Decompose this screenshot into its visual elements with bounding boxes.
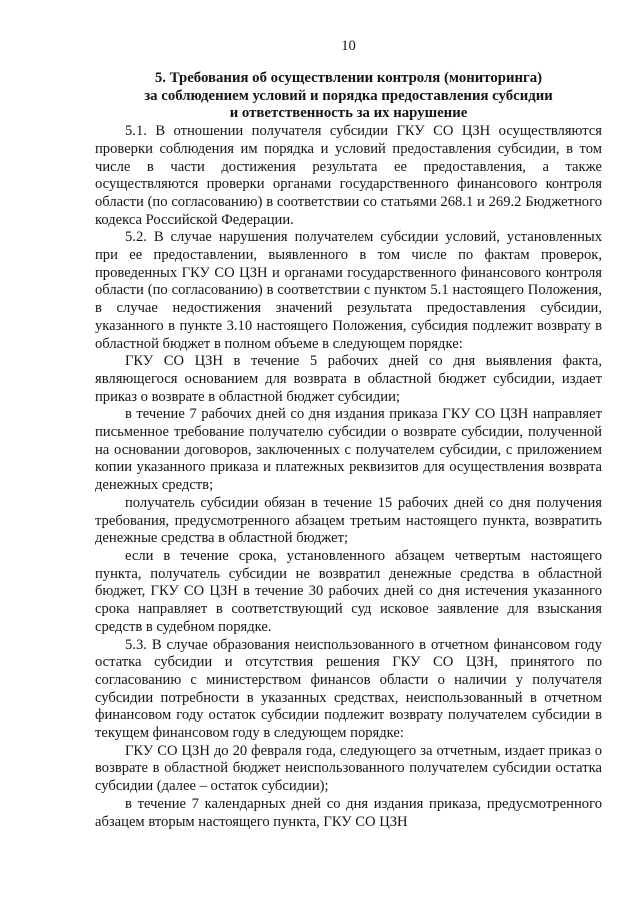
- paragraph-5-3-step-2: в течение 7 календарных дней со дня издания приказа, предусмотренного абзацем вторым настоящего пункта, ГКУ СО ЦЗН: [95, 795, 602, 830]
- section-heading-line-3: и ответственность за их нарушение: [229, 105, 468, 122]
- paragraph-5-2-step-1: ГКУ СО ЦЗН в течение 5 рабочих дней со дня выявления факта, являющегося основанием для возврата в областной бюджет субсидии, издает приказ о возврате в областной бюджет субсидии;: [95, 353, 602, 405]
- page-number: 10: [341, 38, 356, 54]
- paragraph-5-1: 5.1. В отношении получателя субсидии ГКУ СО ЦЗН осуществляются проверки соблюдения им порядка и условий предоставления субсидии, в том числе в части достижения результата ее предоставления, а также осуществляются проверки органами государственного финансового контроля области (по согласованию) в соответствии со статьями 268.1 и 269.2 Бюджетного кодекса Российской Федерации.: [95, 123, 602, 228]
- section-body: [95, 123, 602, 831]
- section-heading: [95, 70, 602, 123]
- section-heading-line-2: за соблюдением условий и порядка предоставления субсидии: [144, 87, 553, 104]
- paragraph-5-2-step-4: если в течение срока, установленного абзацем четвертым настоящего пункта, получатель субсидии не возвратил денежные средства в областной бюджет, ГКУ СО ЦЗН в течение 30 рабочих дней со дня истечения указанного срока направляет в соответствующий суд исковое заявление для взыскания средств в судебном порядке.: [95, 547, 602, 635]
- paragraph-5-2-step-3: получатель субсидии обязан в течение 15 рабочих дней со дня получения требования, предусмотренного абзацем третьим настоящего пункта, возвратить денежные средства в областной бюджет;: [95, 494, 602, 547]
- paragraph-5-2-step-2: в течение 7 рабочих дней со дня издания приказа ГКУ СО ЦЗН направляет письменное требование получателю субсидии о возврате субсидии, полученной на основании договоров, заключенных с получателем субсидии, с приложением копии указанного приказа и платежных реквизитов для осуществления возврата денежных средств;: [95, 406, 602, 494]
- paragraph-5-3-step-1: ГКУ СО ЦЗН до 20 февраля года, следующего за отчетным, издает приказ о возврате в областной бюджет неиспользованного получателем субсидии остатка субсидии (далее – остаток субсидии);: [95, 742, 602, 795]
- paragraph-5-3: 5.3. В случае образования неиспользованного в отчетном финансовом году остатка субсидии и отсутствия решения ГКУ СО ЦЗН, принятого по согласованию с министерством финансов области о наличии у получателя субсидии потребности в указанных средствах, неиспользованный в отчетном финансовом году остаток субсидии подлежит возврату получателем субсидии в текущем финансовом году в следующем порядке:: [95, 636, 602, 742]
- section-heading-line-1: 5. Требования об осуществлении контроля (мониторинга): [154, 70, 543, 86]
- paragraph-5-2: 5.2. В случае нарушения получателем субсидии условий, установленных при ее предоставлении, выявленного в том числе по фактам проверок, проведенных ГКУ СО ЦЗН и органами государственного финансового контроля области (по согласованию) в соответствии с пунктом 5.1 настоящего Положения, в случае недостижения значений результата предоставления субсидии, указанного в пункте 3.10 настоящего Положения, субсидия подлежит возврату в областной бюджет в полном объеме в следующем порядке:: [95, 229, 602, 352]
